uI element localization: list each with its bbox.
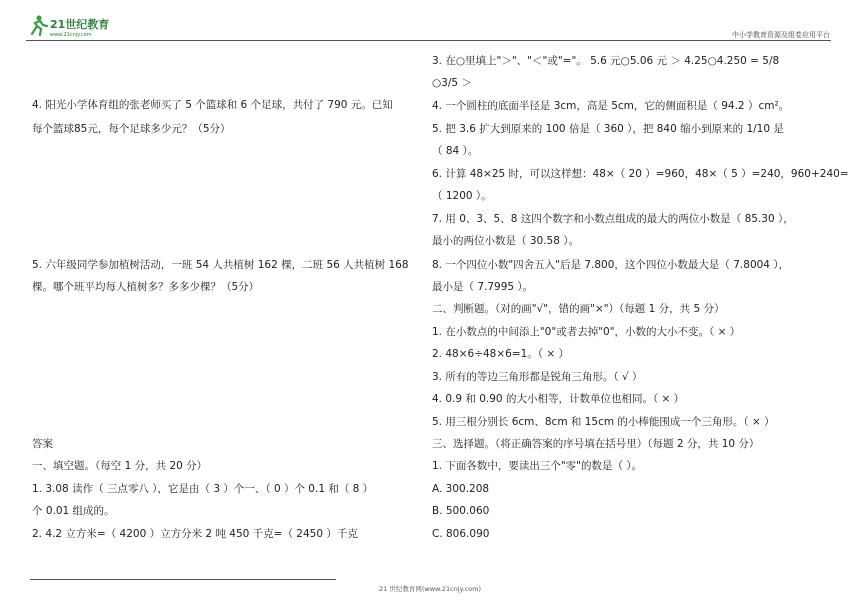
runner-logo-icon [28,14,123,38]
judge-4: 4. 0.9 和 0.90 的大小相等，计数单位也相同。（ × ） [432,393,685,405]
answer-title: 答案 [32,438,53,450]
question-5-line-2: 棵。哪个班平均每人植树多？多多少棵？（5分） [32,281,260,293]
answer-1-line-2: 个 0.01 组成的。 [32,505,115,517]
platform-label: 中小学教育资源及组卷应用平台 [732,31,830,39]
question-5-line-1: 5. 六年级同学参加植树活动，一班 54 人共植树 162 棵，二班 56 人共植树 168 [32,259,409,271]
answer-5-line-2: （ 84 ）。 [432,145,479,157]
answer-4: 4. 一个圆柱的底面半径是 3cm，高是 5cm，它的侧面积是（ 94.2 ）cm²。 [432,100,790,112]
footer-text: 21 世纪教育网(www.21cnjy.com) [379,585,481,593]
choice-1: 1. 下面各数中，要读出三个"零"的数是（ ）。 [432,460,643,472]
svg-text:21世纪教育: 21世纪教育 [50,18,110,31]
section-2-title: 二、判断题。（对的画"√"，错的画"×"）（每题 1 分，共 5 分） [432,303,725,315]
section-1-title: 一、填空题。（每空 1 分，共 20 分） [32,460,208,472]
answer-7-line-2: 最小的两位小数是（ 30.58 ）。 [432,235,579,247]
judge-3: 3. 所有的等边三角形都是锐角三角形。（ √ ） [432,371,643,383]
question-4-line-1: 4. 阳光小学体育组的张老师买了 5 个篮球和 6 个足球，共付了 790 元。已知 [32,99,393,111]
choice-1-option-b: B. 500.060 [432,505,490,517]
answer-6-line-1: 6. 计算 48×25 时，可以这样想：48×（ 20 ）=960，48×（ 5 ）=240，960+240= [432,168,849,180]
answer-7-line-1: 7. 用 0、3、5、8 这四个数字和小数点组成的最大的两位小数是（ 85.30 ）， [432,213,794,225]
judge-1: 1. 在小数点的中间添上"0"或者去掉"0"，小数的大小不变。（ × ） [432,326,741,338]
header-divider [26,40,831,41]
answer-5-line-1: 5. 把 3.6 扩大到原来的 100 倍是（ 360 ），把 840 缩小到原来的 1/10 是 [432,123,784,135]
answer-6-line-2: （ 1200 ）。 [432,190,492,202]
judge-2: 2. 48×6÷48×6=1。（ × ） [432,348,570,360]
choice-1-option-a: A. 300.208 [432,483,490,495]
choice-1-option-c: C. 806.090 [432,528,490,540]
footer-divider [30,579,336,580]
site-logo [28,14,123,38]
svg-text:www.21cnjy.com: www.21cnjy.com [50,32,92,38]
answer-2-line-1: 2. 4.2 立方米=（ 4200 ）立方分米 2 吨 450 千克=（ 2450 ）千克 [32,528,358,540]
answer-8-line-1: 8. 一个四位小数"四舍五入"后是 7.800，这个四位小数最大是（ 7.8004 ）， [432,259,790,271]
answer-8-line-2: 最小是（ 7.7995 ）。 [432,281,534,293]
question-4-line-2: 每个篮球85元，每个足球多少元？（5分） [32,123,231,135]
section-3-title: 三、选择题。（将正确答案的序号填在括号里）（每题 2 分，共 10 分） [432,438,760,450]
answer-1-line-1: 1. 3.08 读作（ 三点零八 ），它是由（ 3 ）个一、（ 0 ）个 0.1 和（ 8 ） [32,483,374,495]
judge-5: 5. 用三根分别长 6cm、8cm 和 15cm 的小棒能围成一个三角形。（ × ） [432,416,775,428]
answer-3-line-1: 3. 在○里填上"＞"、"＜"或"="。 5.6 元○5.06 元 ＞ 4.25○4.250 = 5/8 [432,55,780,67]
answer-3-line-2: ○3/5 ＞ [432,77,472,89]
